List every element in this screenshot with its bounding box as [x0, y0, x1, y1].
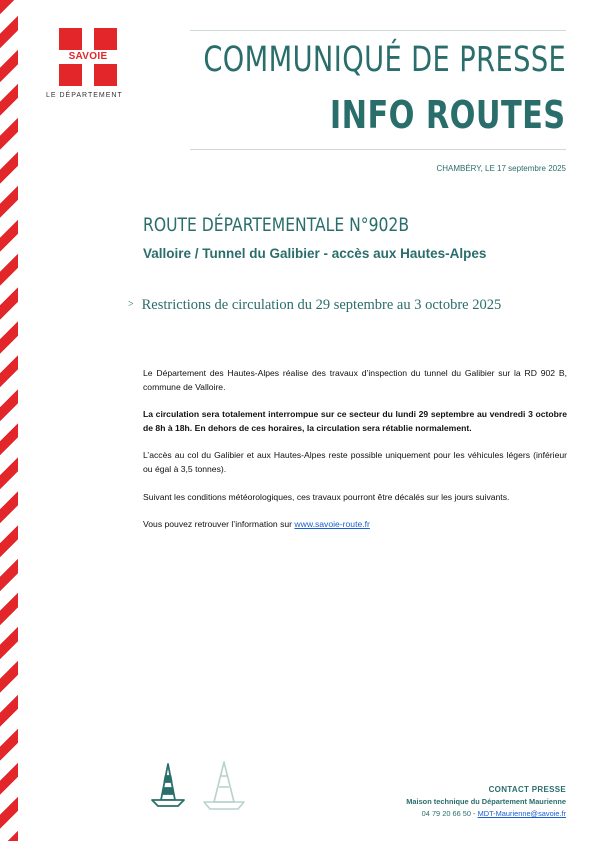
contact-org: Maison technique du Département Maurienne: [406, 797, 566, 806]
traffic-cone-icon: [152, 764, 184, 806]
chevron-right-icon: >: [128, 299, 134, 310]
contact-details: [406, 808, 566, 820]
body-paragraph-3: L’accès au col du Galibier et aux Hautes-Alpes reste possible uniquement pour les véhicules légers (inférieur ou égal à 3,5 tonnes).: [143, 450, 567, 474]
body-paragraph-1: Le Département des Hautes-Alpes réalise des travaux d’inspection du tunnel du Galibier sur la RD 902 B, commune de Valloire.: [143, 368, 567, 392]
page-title: COMMUNIQUÉ DE PRESSE: [203, 40, 566, 80]
restriction-heading: [128, 297, 501, 314]
contact-title: CONTACT PRESSE: [488, 785, 566, 794]
press-contact: [406, 784, 566, 820]
page-subtitle: INFO ROUTES: [330, 93, 566, 137]
header-rule-top: [190, 30, 566, 31]
info-prefix: Vous pouvez retrouver l’information sur: [143, 519, 295, 530]
savoie-cross-logo-icon: [59, 28, 117, 86]
route-title: ROUTE DÉPARTEMENTALE N°902B: [143, 214, 410, 236]
body-paragraph-4: Suivant les conditions météorologiques, ces travaux pourront être décalés sur les jours suivants.: [143, 491, 510, 502]
contact-email-link[interactable]: MDT-Maurienne@savoie.fr: [477, 809, 566, 818]
restriction-text: Restrictions de circulation du 29 septembre au 3 octobre 2025: [141, 297, 502, 313]
press-release-body: [143, 367, 567, 546]
logo-word: SAVOIE: [68, 51, 108, 62]
savoie-logo: [46, 28, 136, 99]
logo-subtitle: LE DÉPARTEMENT: [46, 92, 123, 99]
body-paragraph-5: [143, 518, 567, 532]
dateline: CHAMBÉRY, LE 17 septembre 2025: [436, 164, 566, 173]
contact-separator: -: [471, 809, 478, 818]
contact-phone: 04 79 20 66 50: [421, 809, 471, 818]
savoie-route-link[interactable]: www.savoie-route.fr: [294, 519, 370, 530]
route-subtitle: Valloire / Tunnel du Galibier - accès aux Hautes-Alpes: [143, 246, 487, 261]
traffic-cones-illustration: [148, 760, 258, 812]
body-paragraph-2: La circulation sera totalement interrompue sur ce secteur du lundi 29 septembre au vendredi 3 octobre de 8h à 18h. En dehors de ces horaires, la circulation sera rétablie normalement.: [143, 409, 567, 433]
red-white-stripe-band: [0, 0, 18, 841]
traffic-cone-outline-icon: [204, 762, 244, 809]
header-rule-bottom: [190, 149, 566, 150]
